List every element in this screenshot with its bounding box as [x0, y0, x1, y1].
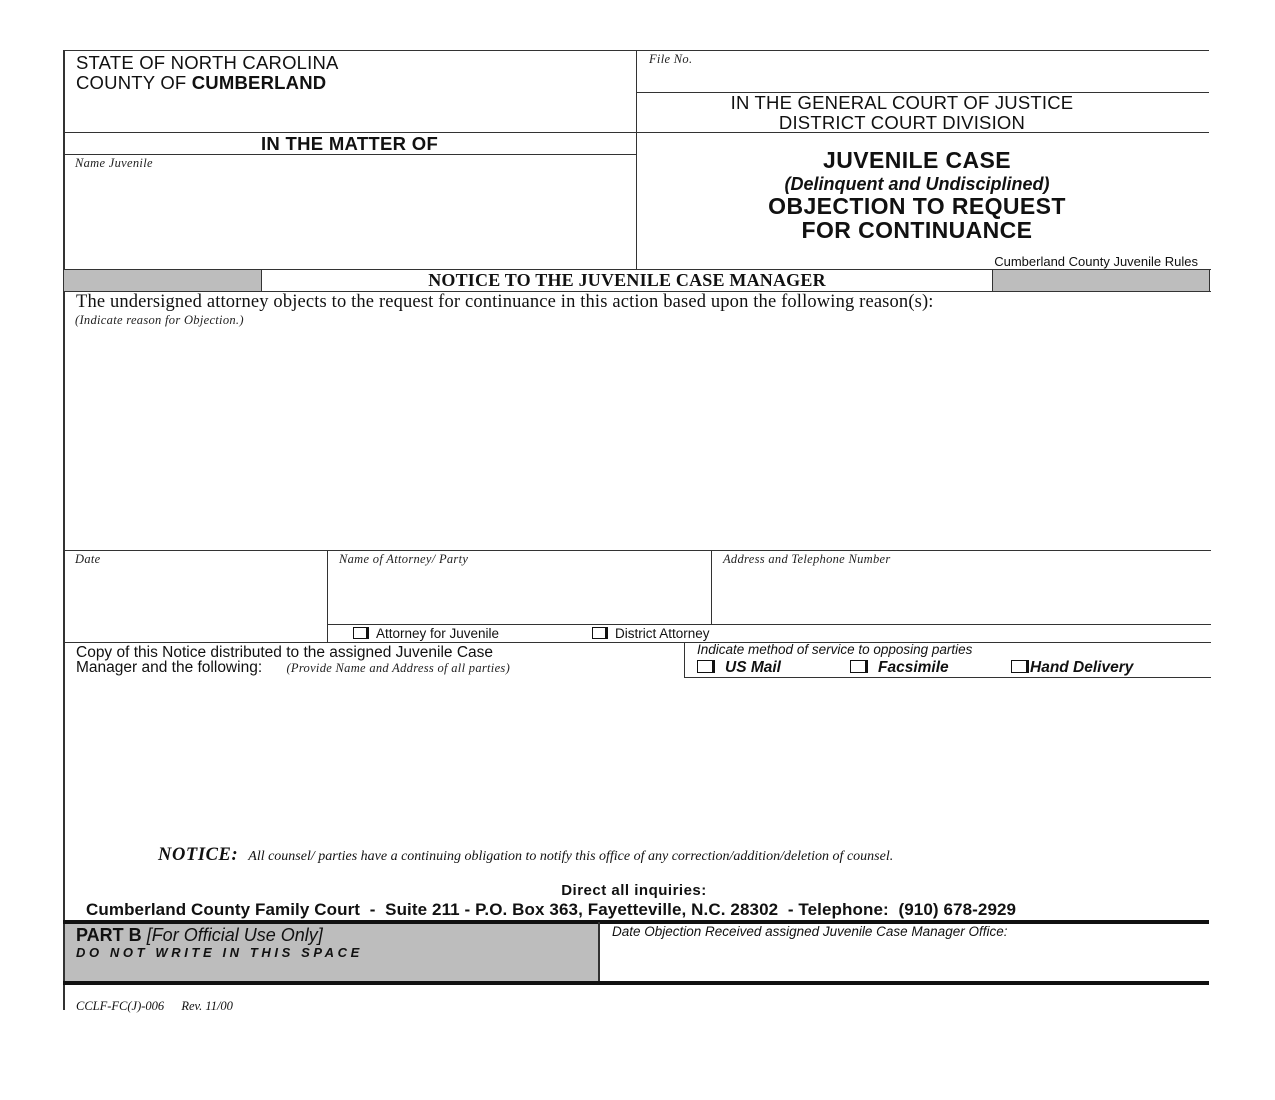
state-line: STATE OF NORTH CAROLINA: [76, 52, 339, 73]
attorney-label: Name of Attorney/ Party: [339, 552, 469, 566]
notice-bar-heading: NOTICE TO THE JUVENILE CASE MANAGER: [428, 270, 826, 290]
service-option-hand-delivery[interactable]: [1011, 659, 1133, 676]
form-title: [637, 147, 1209, 242]
part-b-divider: [598, 922, 600, 982]
service-option-label: Facsimile: [878, 659, 949, 676]
party-option-district-attorney[interactable]: [592, 626, 710, 642]
title-line-4: FOR CONTINUANCE: [801, 217, 1033, 243]
form-outer-left-border: [63, 50, 65, 1010]
service-box-bottom: [684, 677, 1211, 678]
inquiries-contact: Cumberland County Family Court - Suite 211 - P.O. Box 363, Fayetteville, N.C. 28302 - Telephone: (910) 678-2929: [86, 900, 1017, 919]
top-border-left: [63, 50, 637, 51]
notice-bar-right-edge: [1209, 269, 1210, 291]
checkbox-icon[interactable]: [850, 660, 868, 673]
notice-line: [158, 845, 893, 866]
court-line-1: IN THE GENERAL COURT OF JUSTICE: [730, 92, 1074, 113]
county-line: [76, 72, 326, 94]
attorney-field[interactable]: [334, 568, 706, 620]
date-field[interactable]: [70, 568, 322, 638]
rules-caption: Cumberland County Juvenile Rules: [994, 254, 1198, 269]
objection-hint: (Indicate reason for Objection.): [75, 313, 244, 327]
distribution-line-1: Copy of this Notice distributed to the assigned Juvenile Case: [76, 644, 494, 661]
checkbox-icon[interactable]: [353, 627, 369, 639]
form-revision: Rev. 11/00: [181, 999, 233, 1013]
distribution-line-2: [76, 660, 510, 676]
checkbox-icon[interactable]: [1011, 660, 1029, 673]
address-field[interactable]: [718, 568, 1206, 620]
objection-statement: The undersigned attorney objects to the request for continuance in this action based upon the following reason(s):: [76, 292, 934, 312]
address-label: Address and Telephone Number: [723, 552, 891, 566]
objection-reason-field[interactable]: [70, 332, 1205, 544]
service-option-label: Hand Delivery: [1030, 659, 1134, 676]
notice-bar-right-shade: [993, 270, 1209, 291]
received-label: Date Objection Received assigned Juvenile Case Manager Office:: [612, 924, 1008, 939]
signature-inner-line: [327, 624, 1211, 625]
distribution-top-line: [63, 642, 1211, 643]
signature-top-line: [63, 550, 1211, 551]
service-option-label: US Mail: [725, 659, 781, 676]
distribution-hint: (Provide Name and Address of all parties): [286, 661, 511, 675]
notice-label: NOTICE:: [158, 845, 239, 865]
title-line-3: OBJECTION TO REQUEST: [768, 193, 1066, 219]
inquiries-heading: Direct all inquiries:: [561, 882, 707, 899]
part-b-title: PART B: [76, 925, 142, 945]
court-line-2: DISTRICT COURT DIVISION: [778, 112, 1026, 133]
county-name: CUMBERLAND: [191, 72, 327, 93]
service-option-us-mail[interactable]: [697, 659, 781, 676]
notice-text: All counsel/ parties have a continuing obligation to notify this office of any correction/addition/deletion of counsel.: [248, 849, 894, 864]
name-juvenile-field[interactable]: [70, 172, 630, 264]
part-b-warning: DO NOT WRITE IN THIS SPACE: [76, 945, 363, 960]
notice-bar-left-shade: [64, 270, 261, 291]
top-border-right: [637, 50, 1209, 51]
date-divider: [327, 550, 328, 642]
party-option-attorney-for-juvenile[interactable]: [353, 626, 499, 642]
party-option-label: District Attorney: [615, 626, 710, 641]
part-b-bottom-line: [63, 981, 1209, 985]
court-heading: [637, 93, 1167, 133]
checkbox-icon[interactable]: [697, 660, 715, 673]
distribution-parties-field[interactable]: [70, 682, 1205, 842]
title-line-1: JUVENILE CASE: [823, 147, 1011, 173]
part-b-subtitle: [For Official Use Only]: [146, 925, 323, 945]
service-box-left: [684, 642, 685, 678]
file-no-label: File No.: [649, 52, 693, 66]
attorney-divider: [711, 550, 712, 624]
form-footer: [76, 999, 233, 1014]
service-label: Indicate method of service to opposing parties: [697, 642, 973, 657]
part-b-heading: [76, 925, 323, 946]
file-no-field[interactable]: [720, 52, 1200, 88]
notice-bar-right-divider: [992, 269, 993, 291]
county-prefix: COUNTY OF: [76, 72, 192, 93]
service-option-facsimile[interactable]: [850, 659, 949, 676]
matter-heading: IN THE MATTER OF: [260, 133, 439, 154]
distribution-line-2-text: Manager and the following:: [76, 659, 263, 676]
checkbox-icon[interactable]: [592, 627, 608, 639]
title-line-2: (Delinquent and Undisciplined): [784, 174, 1050, 194]
date-label: Date: [75, 552, 101, 566]
name-juvenile-label: Name Juvenile: [75, 156, 153, 170]
form-id: CCLF-FC(J)-006: [76, 999, 165, 1013]
party-option-label: Attorney for Juvenile: [376, 626, 500, 641]
